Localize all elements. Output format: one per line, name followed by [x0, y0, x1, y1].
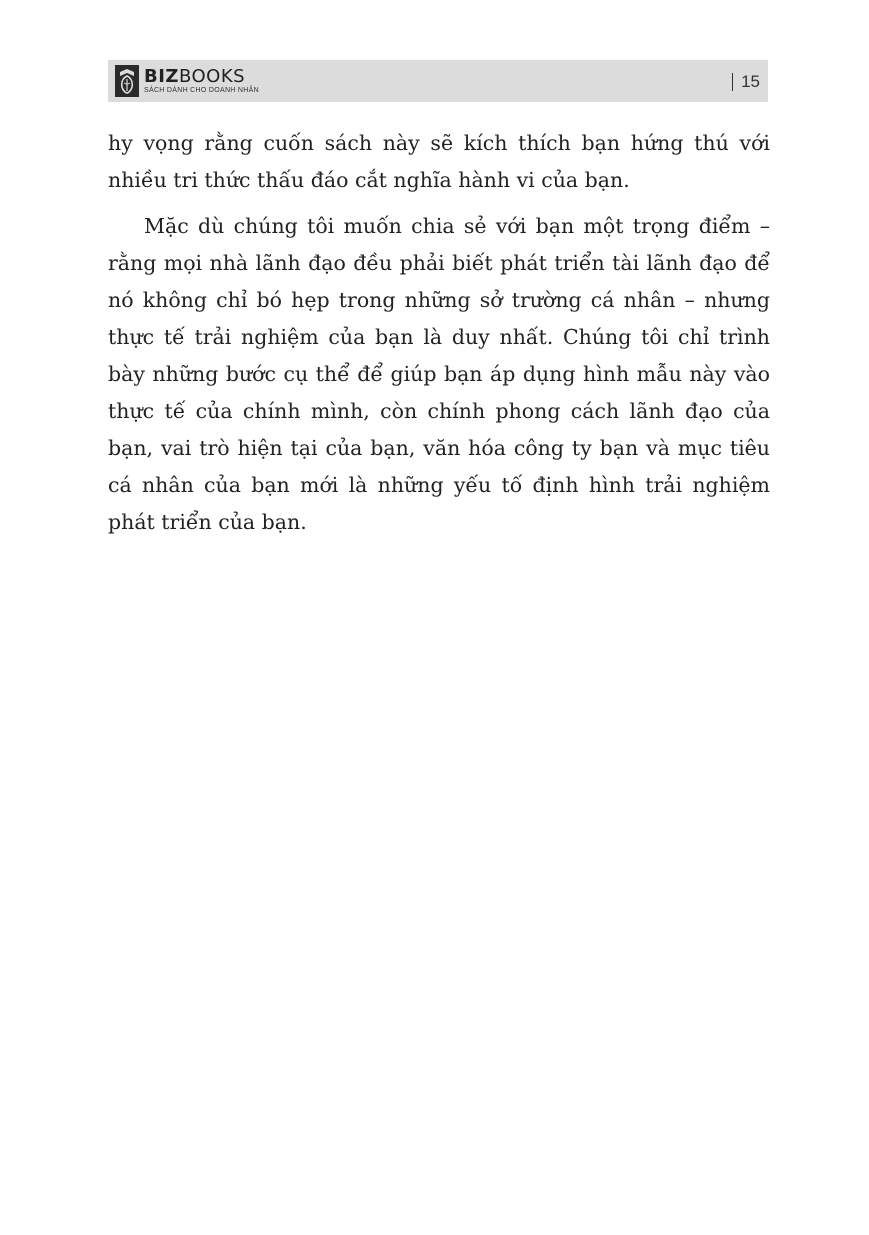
logo-word-light: BOOKS — [178, 66, 246, 87]
logo-wordmark — [144, 67, 259, 86]
paragraph-continued: hy vọng rằng cuốn sách này sẽ kích thích bạn hứng thú với nhiều tri thức thấu đáo cắt nghĩa hành vi của bạn. — [108, 131, 770, 192]
paragraph: Mặc dù chúng tôi muốn chia sẻ với bạn một trọng điểm – rằng mọi nhà lãnh đạo đều phải biết phát triển tài lãnh đạo để nó không chỉ bó hẹp trong những sở trường cá nhân – nhưng thực tế trải nghiệm của bạn là duy nhất. Chúng tôi chỉ trình bày những bước cụ thể để giúp bạn áp dụng hình mẫu này vào thực tế của chính mình, còn chính phong cách lãnh đạo của bạn, vai trò hiện tại của bạn, văn hóa công ty bạn và mục tiêu cá nhân của bạn mới là những yếu tố định hình trải nghiệm phát triển của bạn. — [108, 214, 770, 534]
page-number-divider — [732, 73, 733, 91]
logo-word-bold: BIZ — [144, 66, 179, 87]
page-number-text: 15 — [741, 72, 760, 91]
running-header — [108, 60, 768, 102]
page-body — [108, 125, 770, 550]
logo-text — [144, 67, 259, 95]
page-number — [732, 72, 760, 92]
publisher-logo — [114, 64, 259, 98]
logo-tagline: SÁCH DÀNH CHO DOANH NHÂN — [144, 87, 259, 94]
bizbooks-logo-icon — [114, 64, 140, 98]
